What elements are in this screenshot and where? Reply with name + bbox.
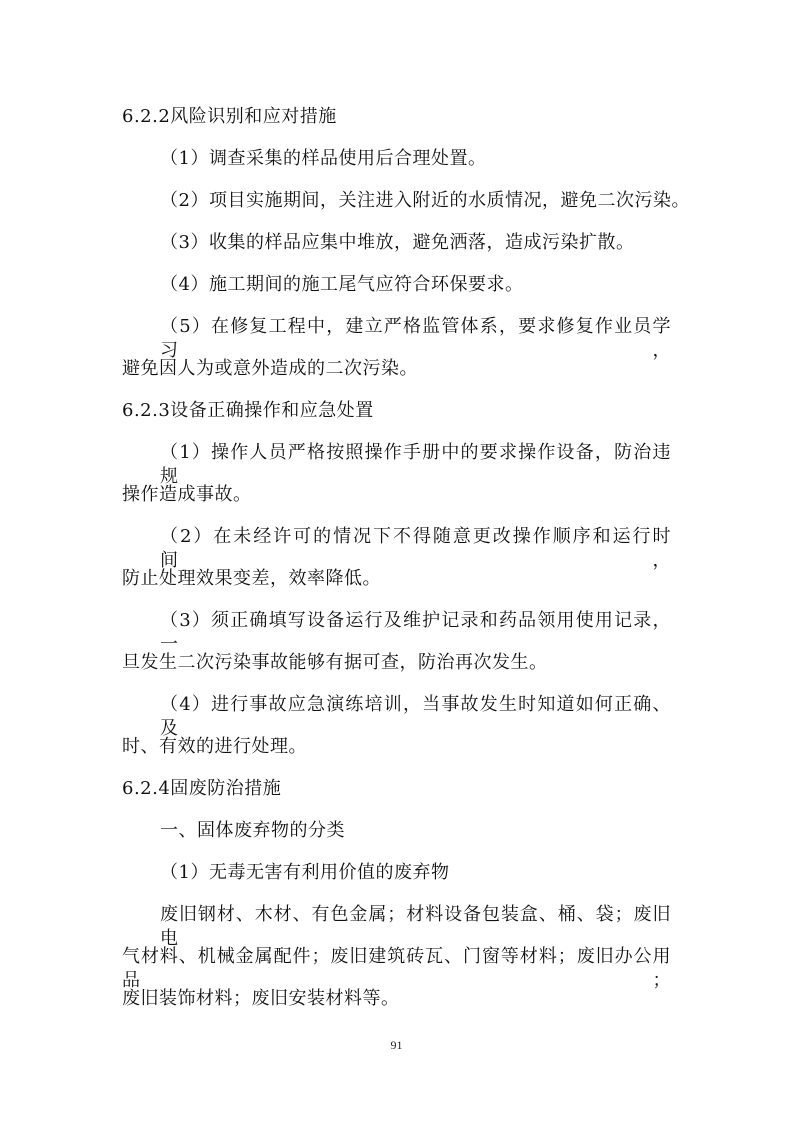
paragraph-line: （1）无毒无害有利用价值的废弃物 <box>160 862 450 883</box>
paragraph-line: 一、固体废弃物的分类 <box>160 820 345 841</box>
section-heading-6-2-2: 6.2.2风险识别和应对措施 <box>122 106 337 127</box>
section-heading-6-2-3: 6.2.3设备正确操作和应急处置 <box>122 400 374 421</box>
paragraph-line: （4）施工期间的施工尾气应符合环保要求。 <box>160 274 524 295</box>
paragraph-line: 旦发生二次污染事故能够有据可查，防治再次发生。 <box>122 652 548 673</box>
paragraph-line: 气材料、机械金属配件；废旧建筑砖瓦、门窗等材料；废旧办公用品； <box>122 946 671 991</box>
paragraph-line: 废旧钢材、木材、有色金属；材料设备包装盒、桶、袋；废旧电 <box>160 904 671 949</box>
paragraph-line: （3）收集的样品应集中堆放，避免洒落，造成污染扩散。 <box>160 232 635 253</box>
paragraph-line: （2）在未经许可的情况下不得随意更改操作顺序和运行时间， <box>160 526 671 571</box>
paragraph-line: （3）须正确填写设备运行及维护记录和药品领用使用记录，一 <box>160 610 671 655</box>
paragraph-line: （4）进行事故应急演练培训，当事故发生时知道如何正确、及 <box>160 694 671 739</box>
paragraph-line: （1）调查采集的样品使用后合理处置。 <box>160 148 487 169</box>
paragraph-line: （1）操作人员严格按照操作手册中的要求操作设备，防治违规 <box>160 442 671 487</box>
paragraph-line: （2）项目实施期间，关注进入附近的水质情况，避免二次污染。 <box>160 190 690 211</box>
paragraph-line: 时、有效的进行处理。 <box>122 736 307 757</box>
paragraph-line: 废旧装饰材料；废旧安装材料等。 <box>122 988 400 1009</box>
paragraph-line: （5）在修复工程中，建立严格监管体系，要求修复作业员学习， <box>160 316 671 361</box>
paragraph-line: 防止处理效果变差，效率降低。 <box>122 568 381 589</box>
paragraph-line: 操作造成事故。 <box>122 484 252 505</box>
section-heading-6-2-4: 6.2.4固废防治措施 <box>122 778 282 799</box>
paragraph-line: 避免因人为或意外造成的二次污染。 <box>122 358 418 379</box>
page-number: 91 <box>390 1038 403 1052</box>
